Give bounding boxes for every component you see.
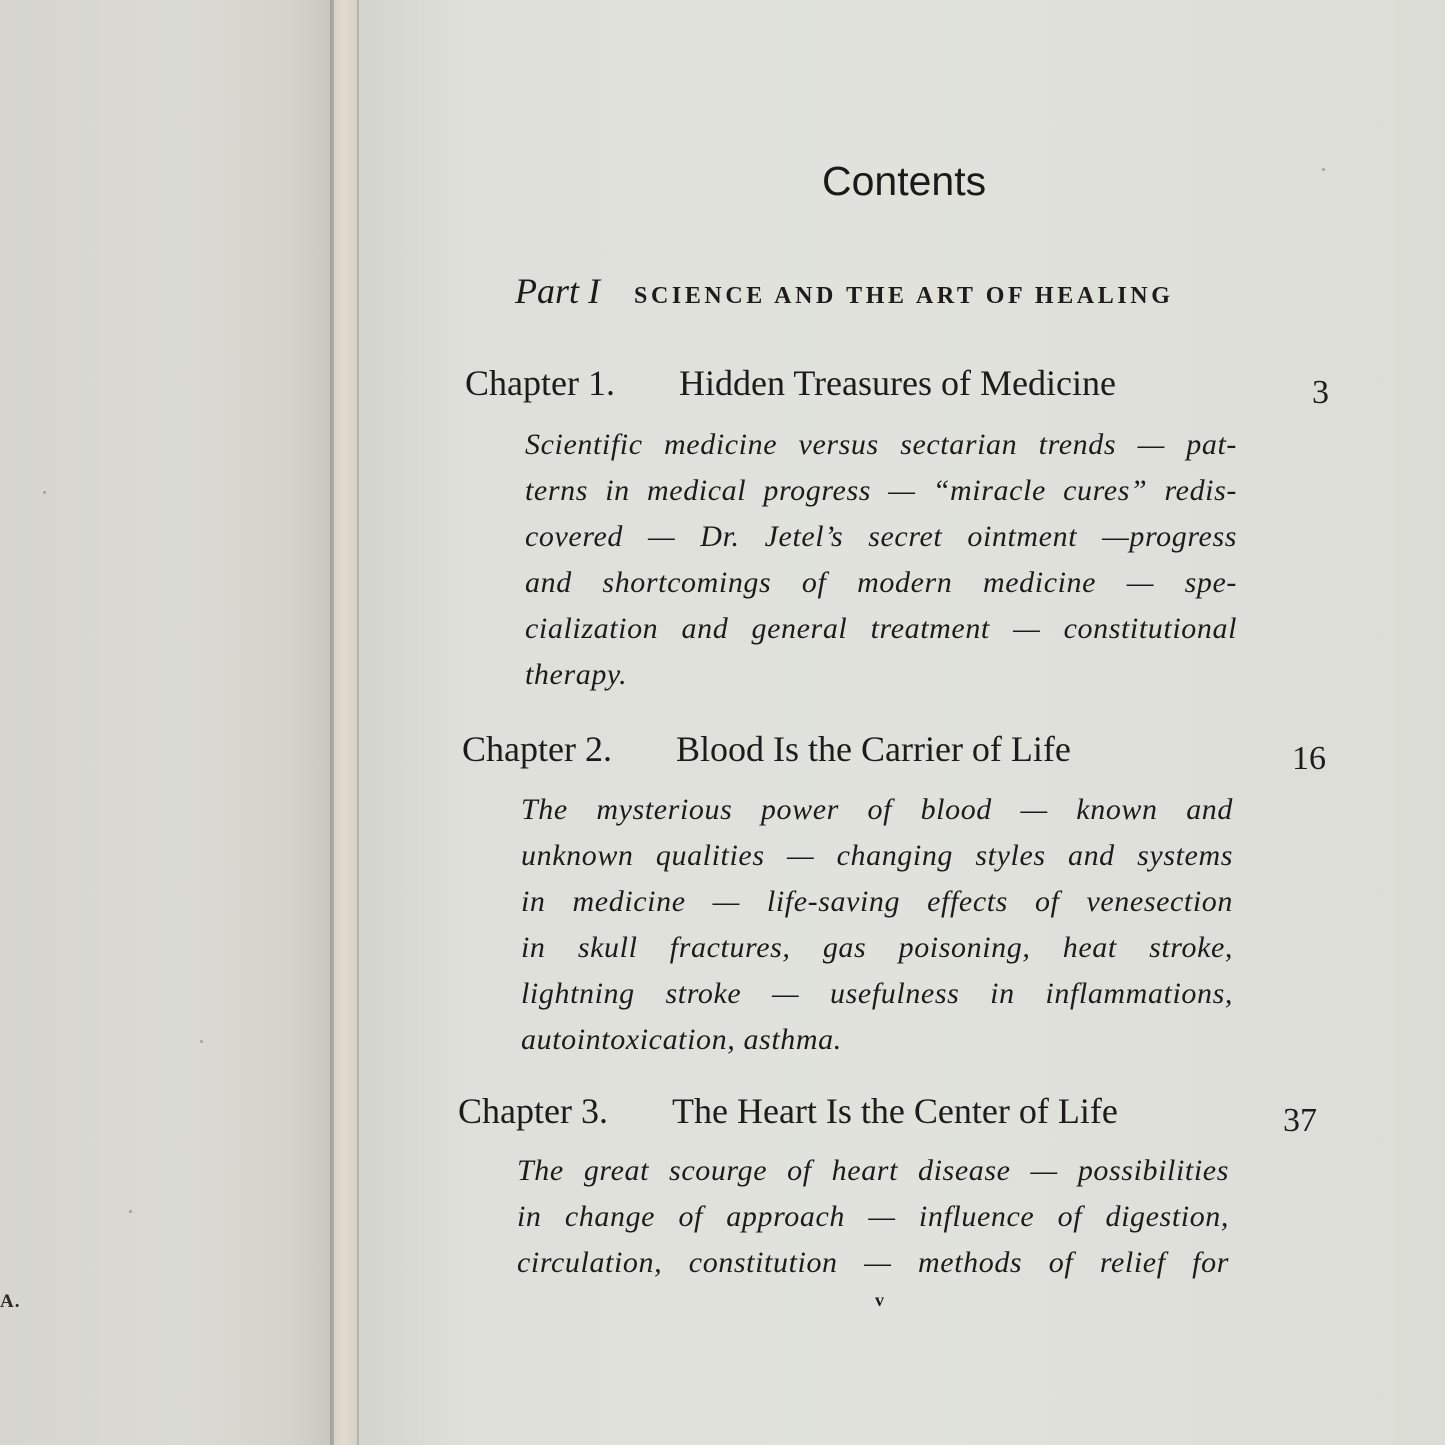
chapter-title: The Heart Is the Center of Life	[672, 1091, 1118, 1131]
chapter-summary-1	[525, 422, 1237, 698]
summary-line: in skull fractures, gas poisoning, heat stroke,	[521, 931, 1233, 964]
chapter-title: Hidden Treasures of Medicine	[679, 363, 1116, 403]
chapter-entry-1	[465, 362, 1345, 412]
summary-line: Scientific medicine versus sectarian trends — pat-	[525, 428, 1237, 461]
summary-line: unknown qualities — changing styles and systems	[521, 839, 1233, 872]
page-title: Contents	[822, 158, 987, 204]
chapter-label: Chapter 1.	[465, 363, 615, 403]
contents-page	[359, 0, 1445, 1445]
paper-speck	[43, 491, 46, 494]
summary-line: in medicine — life-saving effects of venesection	[521, 885, 1233, 918]
chapter-summary-3	[517, 1148, 1229, 1286]
summary-line: and shortcomings of modern medicine — spe-	[525, 566, 1237, 599]
chapter-heading	[465, 362, 1345, 412]
left-page	[0, 0, 332, 1445]
paper-speck	[1322, 168, 1325, 171]
chapter-title: Blood Is the Carrier of Life	[676, 729, 1071, 769]
page-folio: v	[875, 1290, 884, 1310]
summary-line: in change of approach — influence of digestion,	[517, 1200, 1229, 1233]
chapter-heading	[462, 728, 1342, 778]
part-label: Part I	[515, 271, 600, 311]
summary-line: The mysterious power of blood — known and	[521, 793, 1233, 826]
chapter-summary-2	[521, 787, 1233, 1063]
chapter-label: Chapter 3.	[458, 1091, 608, 1131]
summary-line: The great scourge of heart disease — possibilities	[517, 1154, 1229, 1187]
chapter-page-number: 3	[1312, 374, 1329, 411]
part-heading	[515, 270, 1173, 312]
chapter-page-number: 37	[1283, 1102, 1317, 1139]
part-title: SCIENCE AND THE ART OF HEALING	[634, 283, 1174, 309]
left-page-text-fragment: A.	[0, 1291, 21, 1312]
summary-line: terns in medical progress — “miracle cures” redis-	[525, 474, 1237, 507]
chapter-page-number: 16	[1292, 740, 1326, 777]
paper-speck	[129, 1210, 132, 1213]
chapter-entry-2	[462, 728, 1342, 778]
chapter-heading	[458, 1090, 1338, 1140]
summary-line: autointoxication, asthma.	[521, 1023, 842, 1056]
summary-line: therapy.	[525, 658, 628, 691]
summary-line: circulation, constitution — methods of relief for	[517, 1246, 1229, 1279]
summary-line: lightning stroke — usefulness in inflammations,	[521, 977, 1233, 1010]
book-gutter	[334, 0, 358, 1445]
paper-speck	[200, 1040, 203, 1043]
chapter-label: Chapter 2.	[462, 729, 612, 769]
chapter-entry-3	[458, 1090, 1338, 1140]
summary-line: cialization and general treatment — constitutional	[525, 612, 1237, 645]
summary-line: covered — Dr. Jetel’s secret ointment —progress	[525, 520, 1237, 553]
